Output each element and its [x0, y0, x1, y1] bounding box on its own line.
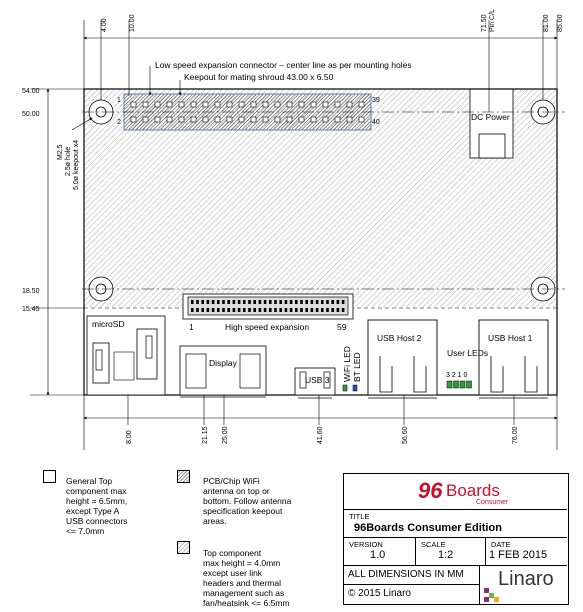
ls-pin-top — [251, 102, 256, 107]
usb-host-1-label: USB Host 1 — [488, 333, 533, 343]
user-led — [460, 381, 465, 388]
dim-top-85: 85.00 — [557, 14, 564, 32]
hs-pin-top — [326, 300, 329, 304]
dim-top-pin-cl: Pin C/L — [489, 9, 496, 32]
ls-pin-top — [227, 102, 232, 107]
copyright-cell — [344, 585, 480, 604]
ls-pin-bottom — [263, 117, 268, 122]
dim-top-4: 4.00 — [101, 18, 108, 32]
hs-pin-bottom — [316, 308, 319, 312]
linaro-logo-mark — [484, 588, 500, 602]
dim-left-50: 50.00 — [22, 111, 40, 118]
usb-host-1-connector — [479, 320, 548, 395]
linaro-logo-cell — [480, 566, 567, 604]
hs-pin-bottom — [196, 308, 199, 312]
user-led — [447, 381, 452, 388]
legend-swatch-dense — [177, 470, 190, 483]
title-block — [343, 473, 569, 605]
hs-pin-bottom — [342, 308, 345, 312]
logo-sub: Consumer — [476, 499, 509, 506]
hs-pin-bottom — [227, 308, 230, 312]
ls-pin-bottom — [239, 117, 244, 122]
hs-pin-bottom — [337, 308, 340, 312]
hs-pin-bottom — [269, 308, 272, 312]
ls-pin-top — [191, 102, 196, 107]
dim-left-54: 54.00 — [22, 88, 40, 95]
hs-pin-bottom — [295, 308, 298, 312]
ls-pin-bottom — [251, 117, 256, 122]
hs-pin-top — [269, 300, 272, 304]
hs-pin-bottom — [207, 308, 210, 312]
dim-bottom-25: 25.00 — [222, 426, 229, 444]
linaro-logo-text: Linaro — [498, 568, 554, 590]
hs-pin-top — [274, 300, 277, 304]
hs-pin-top — [212, 300, 215, 304]
legend-text-antenna: PCB/Chip WiFi antenna on top or bottom. Follow antenna specification keepout areas. — [203, 476, 292, 526]
date-cell — [486, 538, 567, 566]
ls-pin-top — [239, 102, 244, 107]
hole-note-diameter: 2.5ø hole — [65, 146, 72, 176]
hs-pin-top — [290, 300, 293, 304]
dim-bottom-21-15: 21.15 — [202, 426, 209, 444]
wifi-led-indicator — [343, 385, 347, 391]
usb3-label: USB 3 — [305, 375, 330, 385]
hs-pin-top — [331, 300, 334, 304]
ls-pin-top — [347, 102, 352, 107]
usb-host-2-connector — [368, 320, 437, 395]
hs-pin-bottom — [331, 308, 334, 312]
hs-pin-bottom — [279, 308, 282, 312]
hs-pin-bottom — [238, 308, 241, 312]
dim-bottom-76: 76.00 — [512, 426, 519, 444]
hs-pin-top — [321, 300, 324, 304]
ls-pin-top — [131, 102, 136, 107]
hs-pin-top — [259, 300, 262, 304]
legend-swatch-sparse — [177, 541, 190, 554]
dim-bottom-41-6: 41.60 — [317, 426, 324, 444]
ls-pin-bottom — [311, 117, 316, 122]
hs-pin-bottom — [290, 308, 293, 312]
hs-pin-bottom — [321, 308, 324, 312]
ls-pin-bottom — [359, 117, 364, 122]
hs-pin-bottom — [326, 308, 329, 312]
hs-pin-bottom — [248, 308, 251, 312]
ls-pin-39: 39 — [372, 97, 380, 104]
hs-pin-top — [217, 300, 220, 304]
user-led-numbers: 3 2 1 0 — [446, 372, 468, 379]
hole-note-keepout: 5.0ø keepout x4 — [73, 139, 80, 190]
ls-pin-top — [215, 102, 220, 107]
hs-pin-bottom — [300, 308, 303, 312]
ls-connector-label: Low speed expansion connector – center line as per mounting holes — [155, 60, 412, 70]
hs-pin-top — [305, 300, 308, 304]
title-value: 96Boards Consumer Edition — [354, 522, 502, 534]
dim-top-71-50: 71.50 — [481, 14, 488, 32]
dc-power-label: DC Power — [471, 112, 510, 122]
ls-pin-top — [335, 102, 340, 107]
copyright-text: © 2015 Linaro — [348, 588, 411, 599]
hs-pin-bottom — [233, 308, 236, 312]
hs-pin-top — [222, 300, 225, 304]
ls-pin-1: 1 — [117, 97, 121, 104]
ls-pin-top — [299, 102, 304, 107]
ls-pin-2: 2 — [117, 119, 121, 126]
hs-pin-top — [238, 300, 241, 304]
hs-pin-bottom — [305, 308, 308, 312]
ls-pin-bottom — [155, 117, 160, 122]
legend-text-low-height: Top component max height = 4.0mm except user link headers and thermal management such as fan/heatsink <= 6.5mm — [203, 548, 290, 608]
logo-text: Boards — [446, 481, 500, 500]
hs-expansion-label: High speed expansion — [225, 322, 310, 332]
ls-pin-bottom — [215, 117, 220, 122]
usb-host-2-label: USB Host 2 — [377, 333, 422, 343]
hs-pin-top — [227, 300, 230, 304]
dim-top-81: 81.00 — [543, 14, 550, 32]
ls-pin-top — [311, 102, 316, 107]
hs-pin-bottom — [264, 308, 267, 312]
bt-led-label: BT LED — [352, 352, 362, 382]
hs-pin-59: 59 — [337, 322, 347, 332]
hs-pin-top — [300, 300, 303, 304]
ls-pin-top — [287, 102, 292, 107]
ls-pin-bottom — [131, 117, 136, 122]
units-note: ALL DIMENSIONS IN MM — [348, 569, 464, 580]
dim-bottom-8: 8.00 — [126, 430, 133, 444]
scale-key: SCALE — [421, 540, 446, 549]
ls-pin-bottom — [335, 117, 340, 122]
hs-pin-top — [253, 300, 256, 304]
title-key: TITLE — [349, 512, 370, 521]
legend-text-general: General Top component max height = 6.5mm, except Type A USB connectors <= 7.0mm — [66, 476, 128, 536]
ls-pin-top — [155, 102, 160, 107]
hs-pin-bottom — [212, 308, 215, 312]
hs-pin-1: 1 — [189, 322, 194, 332]
hs-pin-top — [311, 300, 314, 304]
dim-bottom-56-6: 56.60 — [402, 426, 409, 444]
keepout-shroud-label: Keepout for mating shroud 43.00 x 6.50 — [184, 72, 334, 82]
hs-pin-top — [342, 300, 345, 304]
hole-note-size: M2.5 — [57, 144, 64, 160]
title-block-logo-cell — [344, 474, 567, 510]
ls-pin-bottom — [347, 117, 352, 122]
bt-led-indicator — [353, 385, 357, 391]
ls-pin-top — [359, 102, 364, 107]
dim-left-18-5: 18.50 — [22, 288, 40, 295]
ls-pin-bottom — [191, 117, 196, 122]
dim-top-10: 10.00 — [129, 14, 136, 32]
hs-pin-bottom — [243, 308, 246, 312]
user-leds-group — [447, 381, 472, 388]
hs-pin-top — [295, 300, 298, 304]
hs-pin-top — [285, 300, 288, 304]
hs-pin-bottom — [191, 308, 194, 312]
title-cell — [344, 510, 567, 538]
ls-pin-bottom — [203, 117, 208, 122]
ls-pin-top — [179, 102, 184, 107]
ls-pin-top — [167, 102, 172, 107]
logo-digits: 96 — [418, 478, 443, 503]
ls-pin-bottom — [275, 117, 280, 122]
hs-pin-bottom — [201, 308, 204, 312]
hs-pin-top — [316, 300, 319, 304]
hs-pin-bottom — [285, 308, 288, 312]
scale-value: 1:2 — [438, 549, 454, 561]
hs-pin-bottom — [253, 308, 256, 312]
ls-pin-bottom — [167, 117, 172, 122]
units-cell — [344, 566, 480, 585]
version-cell — [344, 538, 416, 566]
ls-pin-top — [263, 102, 268, 107]
hs-pin-bottom — [217, 308, 220, 312]
hs-pin-top — [233, 300, 236, 304]
ls-pin-bottom — [323, 117, 328, 122]
ls-pin-top — [323, 102, 328, 107]
user-leds-label: User LEDs — [447, 348, 489, 358]
hs-pin-top — [279, 300, 282, 304]
ls-pin-40: 40 — [372, 119, 380, 126]
hs-pin-bottom — [274, 308, 277, 312]
version-value: 1.0 — [370, 549, 386, 561]
hs-pin-top — [196, 300, 199, 304]
hs-pin-top — [201, 300, 204, 304]
date-key: DATE — [491, 540, 511, 549]
hs-pin-top — [191, 300, 194, 304]
ls-pin-bottom — [299, 117, 304, 122]
hs-pin-top — [337, 300, 340, 304]
scale-cell — [416, 538, 486, 566]
hs-pin-bottom — [311, 308, 314, 312]
high-speed-connector-body — [188, 297, 348, 315]
dim-left-15-45: 15.45 — [22, 306, 40, 313]
user-led — [454, 381, 459, 388]
ls-pin-top — [143, 102, 148, 107]
dc-power-jack-body — [479, 134, 505, 158]
date-value: 1 FEB 2015 — [489, 549, 548, 561]
wifi-led-label: WiFi LED — [342, 346, 352, 382]
ls-pin-bottom — [227, 117, 232, 122]
ls-pin-top — [203, 102, 208, 107]
legend-swatch-plain — [43, 470, 56, 483]
hs-pin-top — [207, 300, 210, 304]
display-label: Display — [209, 358, 237, 368]
version-key: VERSION — [349, 540, 383, 549]
ls-pin-bottom — [143, 117, 148, 122]
hs-pin-top — [243, 300, 246, 304]
hs-pin-bottom — [222, 308, 225, 312]
user-led — [467, 381, 472, 388]
ls-pin-bottom — [287, 117, 292, 122]
hs-pin-bottom — [259, 308, 262, 312]
ls-pin-top — [275, 102, 280, 107]
ls-pin-bottom — [179, 117, 184, 122]
microsd-label: microSD — [92, 319, 125, 329]
hs-pin-top — [248, 300, 251, 304]
hs-pin-top — [264, 300, 267, 304]
